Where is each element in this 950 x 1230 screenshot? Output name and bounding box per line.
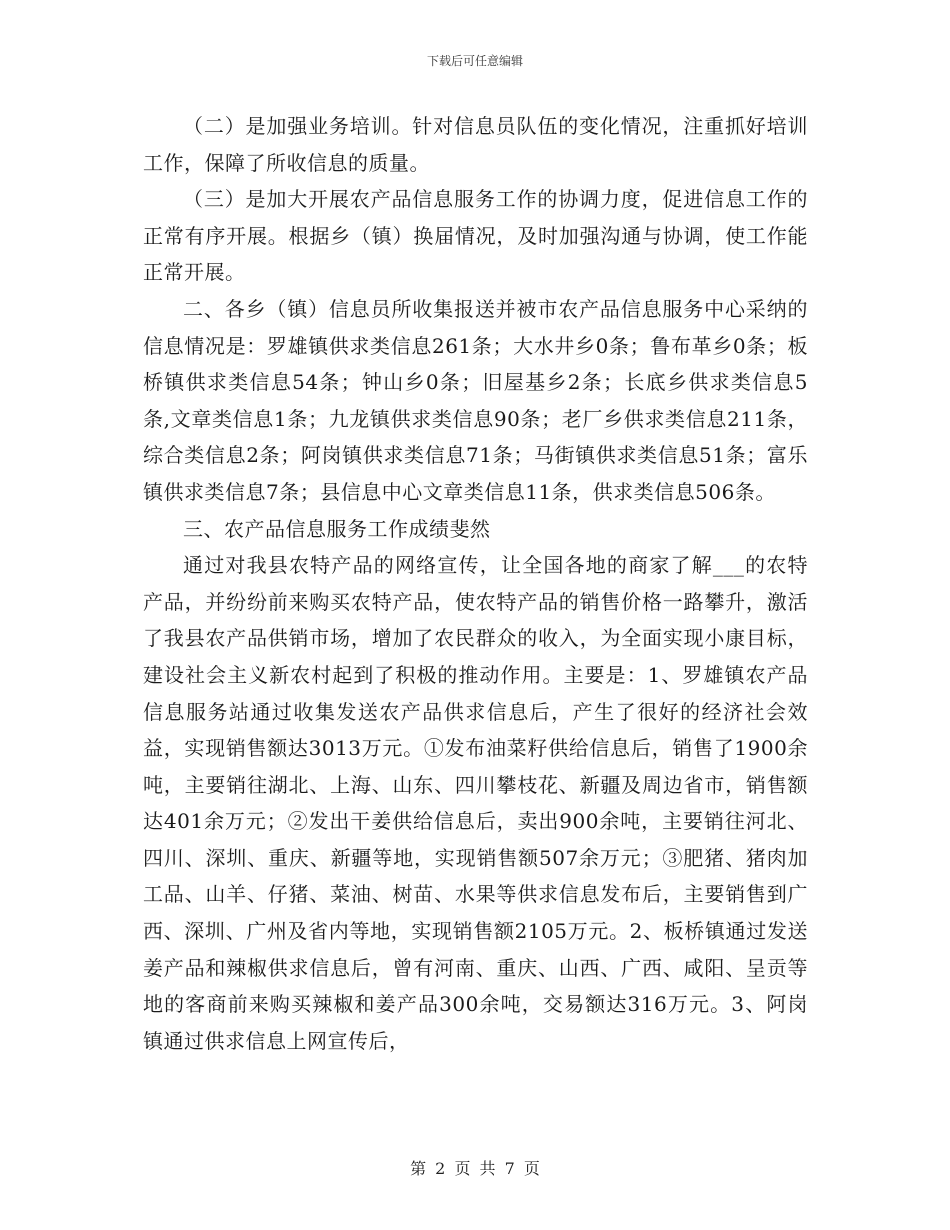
section-heading-achievements: 三、农产品信息服务工作成绩斐然 [183, 516, 491, 541]
paragraph-training: （二）是加强业务培训。针对信息员队伍的变化情况，注重抓好培训工作，保障了所收信息的质量。 [143, 114, 808, 175]
page-header-note: 下载后可任意编辑 [426, 54, 523, 68]
paragraph-achievements: 通过对我县农特产品的网络宣传，让全国各地的商家了解___的农特产品，并纷纷前来购买农特产品，使农特产品的销售价格一路攀升，激活了我县农产品供销市场，增加了农民群众的收入，为全面实现小康目标，建设社会主义新农村起到了积极的推动作用。主要是：1、罗雄镇农产品信息服务站通过收集发送农产品供求信息后，产生了很好的经济社会效益，实现销售额达3013万元。①发布油菜籽供给信息后，销售了1900余吨，主要销往湖北、上海、山东、四川攀枝花、新疆及周边省市，销售额达401余万元；②发出干姜供给信息后，卖出900余吨，主要销往河北、四川、深圳、重庆、新疆等地，实现销售额507余万元；③肥猪、猪肉加工品、山羊、仔猪、菜油、树苗、水果等供求信息发布后，主要销售到广西、深圳、广州及省内等地，实现销售额2105万元。2、板桥镇通过发送姜产品和辣椒供求信息后，曾有河南、重庆、山西、广西、咸阳、呈贡等地的客商前来购买辣椒和姜产品300余吨，交易额达316万元。3、阿岗镇通过供求信息上网宣传后， [143, 553, 808, 1053]
paragraph-coordination: （三）是加大开展农产品信息服务工作的协调力度，促进信息工作的正常有序开展。根据乡（镇）换届情况，及时加强沟通与协调，使工作能正常开展。 [143, 187, 808, 285]
page-number: 第 2 页 共 7 页 [410, 1159, 540, 1178]
paragraph-township-info: 二、各乡（镇）信息员所收集报送并被市农产品信息服务中心采纳的信息情况是：罗雄镇供求类信息261条；大水井乡0条；鲁布革乡0条；板桥镇供求类信息54条；钟山乡0条；旧屋基乡2条；长底乡供求类信息5条,文章类信息1条；九龙镇供求类信息90条；老厂乡供求类信息211条，综合类信息2条；阿岗镇供求类信息71条；马街镇供求类信息51条；富乐镇供求类信息7条；县信息中心文章类信息11条，供求类信息506条。 [143, 296, 808, 504]
document-body [143, 108, 808, 1059]
